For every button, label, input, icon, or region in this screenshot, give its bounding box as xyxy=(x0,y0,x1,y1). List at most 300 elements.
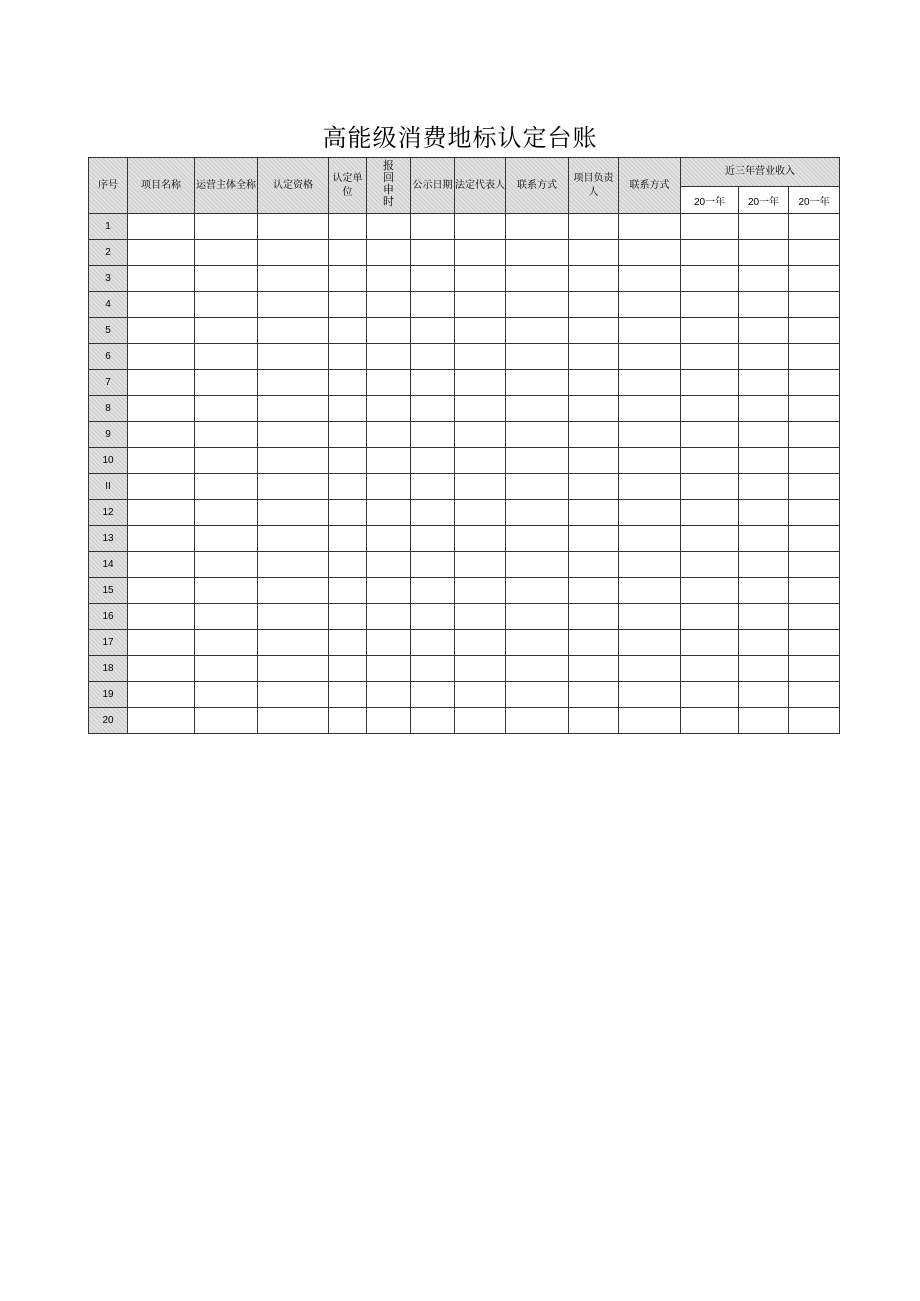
table-cell[interactable] xyxy=(329,292,367,318)
table-cell[interactable] xyxy=(455,318,506,344)
table-row xyxy=(89,370,840,396)
table-cell[interactable] xyxy=(506,240,569,266)
table-cell[interactable] xyxy=(411,682,455,708)
table-cell[interactable] xyxy=(681,630,739,656)
table-cell[interactable] xyxy=(329,604,367,630)
table-cell[interactable] xyxy=(329,578,367,604)
table-cell[interactable] xyxy=(195,604,258,630)
table-cell[interactable] xyxy=(619,396,681,422)
row-number: II xyxy=(89,474,128,500)
table-cell[interactable] xyxy=(681,214,739,240)
table-cell[interactable] xyxy=(681,604,739,630)
table-cell[interactable] xyxy=(789,656,840,682)
table-cell[interactable] xyxy=(128,552,195,578)
table-cell[interactable] xyxy=(506,214,569,240)
table-cell[interactable] xyxy=(681,396,739,422)
table-cell[interactable] xyxy=(569,266,619,292)
table-cell[interactable] xyxy=(128,292,195,318)
table-cell[interactable] xyxy=(329,214,367,240)
table-cell[interactable] xyxy=(455,344,506,370)
table-cell[interactable] xyxy=(619,214,681,240)
table-cell[interactable] xyxy=(367,370,411,396)
table-cell[interactable] xyxy=(569,630,619,656)
table-cell[interactable] xyxy=(128,630,195,656)
table-cell[interactable] xyxy=(455,422,506,448)
table-cell[interactable] xyxy=(195,266,258,292)
table-cell[interactable] xyxy=(789,292,840,318)
table-cell[interactable] xyxy=(619,448,681,474)
table-cell[interactable] xyxy=(329,266,367,292)
table-cell[interactable] xyxy=(619,656,681,682)
table-cell[interactable] xyxy=(128,266,195,292)
table-cell[interactable] xyxy=(506,708,569,734)
table-cell[interactable] xyxy=(789,344,840,370)
table-cell[interactable] xyxy=(258,422,329,448)
table-cell[interactable] xyxy=(195,214,258,240)
table-cell[interactable] xyxy=(128,214,195,240)
table-cell[interactable] xyxy=(195,318,258,344)
table-cell[interactable] xyxy=(789,396,840,422)
table-cell[interactable] xyxy=(455,552,506,578)
table-cell[interactable] xyxy=(681,682,739,708)
table-cell[interactable] xyxy=(739,266,789,292)
table-cell[interactable] xyxy=(789,604,840,630)
table-cell[interactable] xyxy=(506,656,569,682)
table-cell[interactable] xyxy=(329,656,367,682)
table-cell[interactable] xyxy=(619,708,681,734)
table-cell[interactable] xyxy=(455,370,506,396)
table-cell[interactable] xyxy=(506,526,569,552)
table-cell[interactable] xyxy=(739,214,789,240)
table-cell[interactable] xyxy=(411,318,455,344)
table-cell[interactable] xyxy=(619,604,681,630)
table-cell[interactable] xyxy=(619,422,681,448)
table-cell[interactable] xyxy=(506,422,569,448)
table-row xyxy=(89,474,840,500)
row-number: 6 xyxy=(89,344,128,370)
table-cell[interactable] xyxy=(569,474,619,500)
table-cell[interactable] xyxy=(258,266,329,292)
table-cell[interactable] xyxy=(619,500,681,526)
table-cell[interactable] xyxy=(128,500,195,526)
row-number: 15 xyxy=(89,578,128,604)
row-number: 2 xyxy=(89,240,128,266)
table-cell[interactable] xyxy=(789,708,840,734)
table-cell[interactable] xyxy=(569,604,619,630)
table-cell[interactable] xyxy=(411,552,455,578)
table-cell[interactable] xyxy=(455,708,506,734)
table-cell[interactable] xyxy=(195,422,258,448)
table-cell[interactable] xyxy=(128,604,195,630)
table-cell[interactable] xyxy=(195,630,258,656)
row-number: 4 xyxy=(89,292,128,318)
table-row xyxy=(89,656,840,682)
row-number: 18 xyxy=(89,656,128,682)
table-cell[interactable] xyxy=(506,474,569,500)
header-qualification: 认定资格 xyxy=(258,158,329,214)
table-cell[interactable] xyxy=(329,370,367,396)
table-cell[interactable] xyxy=(411,240,455,266)
table-cell[interactable] xyxy=(329,422,367,448)
table-cell[interactable] xyxy=(195,708,258,734)
row-number: 1 xyxy=(89,214,128,240)
table-cell[interactable] xyxy=(367,240,411,266)
table-cell[interactable] xyxy=(506,344,569,370)
table-cell[interactable] xyxy=(455,292,506,318)
table-row xyxy=(89,708,840,734)
table-cell[interactable] xyxy=(569,370,619,396)
table-cell[interactable] xyxy=(739,318,789,344)
ledger-table xyxy=(88,157,840,734)
table-cell[interactable] xyxy=(329,240,367,266)
table-cell[interactable] xyxy=(506,552,569,578)
header-operator-full-name: 运营主体全称 xyxy=(195,158,258,214)
table-cell[interactable] xyxy=(681,266,739,292)
table-cell[interactable] xyxy=(789,578,840,604)
table-cell[interactable] xyxy=(195,578,258,604)
table-cell[interactable] xyxy=(789,500,840,526)
table-cell[interactable] xyxy=(455,500,506,526)
table-cell[interactable] xyxy=(329,552,367,578)
table-cell[interactable] xyxy=(195,448,258,474)
header-declaration-time xyxy=(367,158,411,214)
table-cell[interactable] xyxy=(329,344,367,370)
table-cell[interactable] xyxy=(739,240,789,266)
table-cell[interactable] xyxy=(506,266,569,292)
table-cell[interactable] xyxy=(681,448,739,474)
table-cell[interactable] xyxy=(569,552,619,578)
table-cell[interactable] xyxy=(411,578,455,604)
header-legal-rep: 法定代表人 xyxy=(455,158,506,214)
table-cell[interactable] xyxy=(455,682,506,708)
table-cell[interactable] xyxy=(411,708,455,734)
table-cell[interactable] xyxy=(411,630,455,656)
table-row xyxy=(89,526,840,552)
table-row xyxy=(89,500,840,526)
header-project-lead: 项目负责人 xyxy=(569,158,619,214)
table-cell[interactable] xyxy=(195,656,258,682)
table-cell[interactable] xyxy=(789,318,840,344)
table-cell[interactable] xyxy=(258,604,329,630)
table-row xyxy=(89,552,840,578)
table-cell[interactable] xyxy=(367,604,411,630)
row-number: 17 xyxy=(89,630,128,656)
table-cell[interactable] xyxy=(619,474,681,500)
table-cell[interactable] xyxy=(128,422,195,448)
table-cell[interactable] xyxy=(789,682,840,708)
year-prefix: 20 xyxy=(693,196,706,208)
table-cell[interactable] xyxy=(195,552,258,578)
table-cell[interactable] xyxy=(258,526,329,552)
table-cell[interactable] xyxy=(619,682,681,708)
table-cell[interactable] xyxy=(506,292,569,318)
table-cell[interactable] xyxy=(367,500,411,526)
table-cell[interactable] xyxy=(455,656,506,682)
table-cell[interactable] xyxy=(739,500,789,526)
table-cell[interactable] xyxy=(367,682,411,708)
row-number: 20 xyxy=(89,708,128,734)
table-cell[interactable] xyxy=(455,396,506,422)
table-cell[interactable] xyxy=(455,474,506,500)
table-cell[interactable] xyxy=(455,578,506,604)
table-cell[interactable] xyxy=(128,396,195,422)
table-cell[interactable] xyxy=(258,370,329,396)
table-cell[interactable] xyxy=(258,396,329,422)
table-cell[interactable] xyxy=(619,578,681,604)
table-cell[interactable] xyxy=(619,552,681,578)
table-cell[interactable] xyxy=(411,500,455,526)
table-cell[interactable] xyxy=(619,344,681,370)
table-cell[interactable] xyxy=(258,214,329,240)
table-cell[interactable] xyxy=(258,474,329,500)
table-cell[interactable] xyxy=(739,604,789,630)
table-cell[interactable] xyxy=(258,500,329,526)
table-cell[interactable] xyxy=(681,370,739,396)
table-cell[interactable] xyxy=(619,266,681,292)
table-cell[interactable] xyxy=(681,474,739,500)
table-cell[interactable] xyxy=(367,526,411,552)
table-cell[interactable] xyxy=(569,214,619,240)
table-cell[interactable] xyxy=(258,552,329,578)
header-year-3 xyxy=(789,187,840,214)
table-cell[interactable] xyxy=(789,214,840,240)
table-cell[interactable] xyxy=(739,344,789,370)
table-cell[interactable] xyxy=(367,396,411,422)
table-row xyxy=(89,448,840,474)
table-cell[interactable] xyxy=(789,448,840,474)
table-cell[interactable] xyxy=(367,422,411,448)
table-cell[interactable] xyxy=(367,656,411,682)
table-cell[interactable] xyxy=(739,526,789,552)
table-cell[interactable] xyxy=(569,422,619,448)
table-cell[interactable] xyxy=(789,526,840,552)
table-cell[interactable] xyxy=(739,292,789,318)
table-cell[interactable] xyxy=(367,630,411,656)
table-row xyxy=(89,344,840,370)
table-cell[interactable] xyxy=(455,526,506,552)
table-cell[interactable] xyxy=(195,292,258,318)
year-suffix: 一年 xyxy=(809,196,830,208)
table-cell[interactable] xyxy=(411,370,455,396)
table-cell[interactable] xyxy=(619,240,681,266)
table-cell[interactable] xyxy=(258,292,329,318)
table-cell[interactable] xyxy=(739,474,789,500)
table-cell[interactable] xyxy=(506,682,569,708)
table-cell[interactable] xyxy=(506,500,569,526)
table-cell[interactable] xyxy=(329,630,367,656)
table-cell[interactable] xyxy=(128,318,195,344)
table-cell[interactable] xyxy=(367,214,411,240)
table-cell[interactable] xyxy=(367,266,411,292)
table-cell[interactable] xyxy=(128,656,195,682)
table-cell[interactable] xyxy=(569,656,619,682)
row-number: 12 xyxy=(89,500,128,526)
table-cell[interactable] xyxy=(128,578,195,604)
table-cell[interactable] xyxy=(739,396,789,422)
table-cell[interactable] xyxy=(506,604,569,630)
table-cell[interactable] xyxy=(128,682,195,708)
table-cell[interactable] xyxy=(258,318,329,344)
table-cell[interactable] xyxy=(789,240,840,266)
header-revenue-group: 近三年营业收入 xyxy=(681,158,840,187)
table-cell[interactable] xyxy=(411,396,455,422)
table-cell[interactable] xyxy=(619,630,681,656)
table-cell[interactable] xyxy=(789,370,840,396)
table-cell[interactable] xyxy=(367,318,411,344)
table-cell[interactable] xyxy=(367,448,411,474)
table-cell[interactable] xyxy=(455,448,506,474)
table-cell[interactable] xyxy=(455,630,506,656)
table-cell[interactable] xyxy=(569,578,619,604)
table-cell[interactable] xyxy=(681,656,739,682)
table-cell[interactable] xyxy=(195,370,258,396)
table-cell[interactable] xyxy=(739,682,789,708)
table-cell[interactable] xyxy=(569,318,619,344)
table-cell[interactable] xyxy=(455,266,506,292)
table-cell[interactable] xyxy=(506,318,569,344)
table-cell[interactable] xyxy=(128,370,195,396)
table-cell[interactable] xyxy=(739,708,789,734)
table-cell[interactable] xyxy=(258,448,329,474)
table-cell[interactable] xyxy=(569,708,619,734)
table-cell[interactable] xyxy=(619,292,681,318)
table-cell[interactable] xyxy=(258,344,329,370)
table-cell[interactable] xyxy=(681,708,739,734)
table-cell[interactable] xyxy=(258,708,329,734)
table-cell[interactable] xyxy=(569,344,619,370)
table-cell[interactable] xyxy=(195,474,258,500)
table-cell[interactable] xyxy=(681,578,739,604)
table-cell[interactable] xyxy=(411,448,455,474)
header-certifying-unit: 认定单位 xyxy=(329,158,367,214)
table-cell[interactable] xyxy=(569,500,619,526)
table-cell[interactable] xyxy=(411,526,455,552)
table-cell[interactable] xyxy=(789,630,840,656)
row-number: 3 xyxy=(89,266,128,292)
table-cell[interactable] xyxy=(619,318,681,344)
row-number: 13 xyxy=(89,526,128,552)
table-cell[interactable] xyxy=(739,630,789,656)
table-cell[interactable] xyxy=(569,240,619,266)
table-cell[interactable] xyxy=(506,578,569,604)
table-cell[interactable] xyxy=(367,474,411,500)
table-cell[interactable] xyxy=(789,552,840,578)
table-cell[interactable] xyxy=(329,526,367,552)
table-cell[interactable] xyxy=(506,448,569,474)
table-cell[interactable] xyxy=(506,396,569,422)
table-cell[interactable] xyxy=(411,422,455,448)
table-cell[interactable] xyxy=(329,474,367,500)
table-cell[interactable] xyxy=(681,422,739,448)
table-cell[interactable] xyxy=(506,370,569,396)
table-cell[interactable] xyxy=(411,474,455,500)
table-cell[interactable] xyxy=(739,656,789,682)
table-cell[interactable] xyxy=(329,500,367,526)
table-cell[interactable] xyxy=(411,266,455,292)
table-cell[interactable] xyxy=(411,656,455,682)
table-cell[interactable] xyxy=(128,526,195,552)
table-cell[interactable] xyxy=(195,344,258,370)
table-cell[interactable] xyxy=(789,422,840,448)
table-cell[interactable] xyxy=(367,344,411,370)
table-cell[interactable] xyxy=(681,344,739,370)
header-project-name: 项目名称 xyxy=(128,158,195,214)
table-cell[interactable] xyxy=(367,578,411,604)
table-cell[interactable] xyxy=(258,630,329,656)
row-number: 9 xyxy=(89,422,128,448)
table-cell[interactable] xyxy=(569,682,619,708)
table-cell[interactable] xyxy=(329,396,367,422)
table-cell[interactable] xyxy=(195,682,258,708)
table-cell[interactable] xyxy=(329,318,367,344)
table-cell[interactable] xyxy=(128,344,195,370)
header-contact-1: 联系方式 xyxy=(506,158,569,214)
table-cell[interactable] xyxy=(739,422,789,448)
table-cell[interactable] xyxy=(195,526,258,552)
table-row xyxy=(89,318,840,344)
table-cell[interactable] xyxy=(739,370,789,396)
table-cell[interactable] xyxy=(195,500,258,526)
table-cell[interactable] xyxy=(569,448,619,474)
table-row xyxy=(89,266,840,292)
table-cell[interactable] xyxy=(128,448,195,474)
table-cell[interactable] xyxy=(128,708,195,734)
table-cell[interactable] xyxy=(681,292,739,318)
table-cell[interactable] xyxy=(681,318,739,344)
table-cell[interactable] xyxy=(195,240,258,266)
table-cell[interactable] xyxy=(619,526,681,552)
table-cell[interactable] xyxy=(411,214,455,240)
table-cell[interactable] xyxy=(367,708,411,734)
table-cell[interactable] xyxy=(329,682,367,708)
table-cell[interactable] xyxy=(569,526,619,552)
table-cell[interactable] xyxy=(739,448,789,474)
table-cell[interactable] xyxy=(681,240,739,266)
table-cell[interactable] xyxy=(258,240,329,266)
table-cell[interactable] xyxy=(128,474,195,500)
table-cell[interactable] xyxy=(619,370,681,396)
table-cell[interactable] xyxy=(681,552,739,578)
table-cell[interactable] xyxy=(455,240,506,266)
header-year-1 xyxy=(681,187,739,214)
table-cell[interactable] xyxy=(455,214,506,240)
table-cell[interactable] xyxy=(569,396,619,422)
table-cell[interactable] xyxy=(455,604,506,630)
table-cell[interactable] xyxy=(789,266,840,292)
table-cell[interactable] xyxy=(789,474,840,500)
table-cell[interactable] xyxy=(258,656,329,682)
table-cell[interactable] xyxy=(506,630,569,656)
table-cell[interactable] xyxy=(411,344,455,370)
table-cell[interactable] xyxy=(329,708,367,734)
table-cell[interactable] xyxy=(367,292,411,318)
table-cell[interactable] xyxy=(739,578,789,604)
table-cell[interactable] xyxy=(569,292,619,318)
table-cell[interactable] xyxy=(329,448,367,474)
table-cell[interactable] xyxy=(128,240,195,266)
table-cell[interactable] xyxy=(367,552,411,578)
table-cell[interactable] xyxy=(258,682,329,708)
table-cell[interactable] xyxy=(411,604,455,630)
table-cell[interactable] xyxy=(195,396,258,422)
table-cell[interactable] xyxy=(258,578,329,604)
table-cell[interactable] xyxy=(681,526,739,552)
table-cell[interactable] xyxy=(739,552,789,578)
table-cell[interactable] xyxy=(411,292,455,318)
row-number: 19 xyxy=(89,682,128,708)
year-suffix: 一年 xyxy=(705,196,726,208)
table-cell[interactable] xyxy=(681,500,739,526)
